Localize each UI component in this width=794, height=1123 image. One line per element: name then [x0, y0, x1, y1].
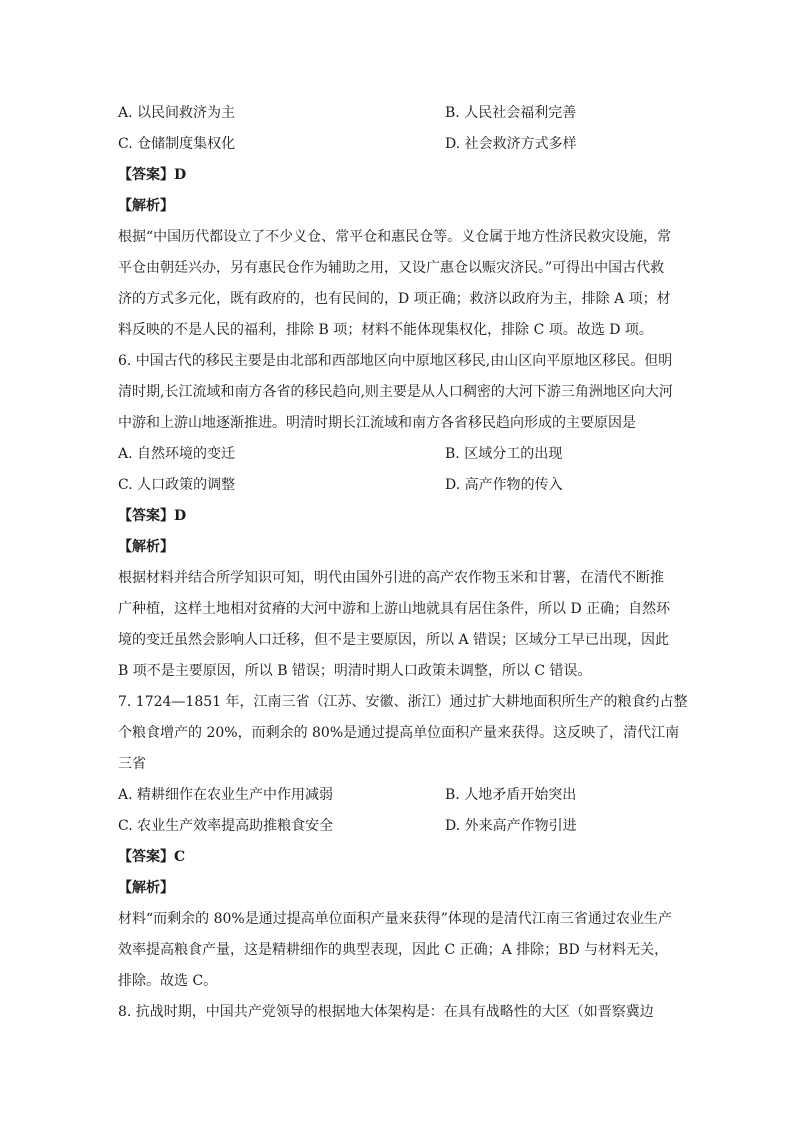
q5-option-c: C. 仓储制度集权化 — [118, 136, 236, 152]
q6-option-c: C. 人口政策的调整 — [118, 477, 236, 493]
q5-analysis — [118, 222, 672, 346]
q7-options-row-1 — [118, 780, 658, 811]
q6-options-row-2 — [118, 470, 658, 501]
q6-option-d: D. 高产作物的传入 — [445, 477, 563, 493]
q7-answer: 【答案】C — [118, 849, 186, 865]
q6-answer: 【答案】D — [118, 508, 187, 524]
q7-stem-line: 个粮食增产的 20%，而剩余的 80%是通过提高单位面积产量来获得。这反映了，清代江南 — [118, 725, 680, 741]
q7-stem-line: 7. 1724—1851 年，江南三省（江苏、安徽、浙江）通过扩大耕地面积所生产的粮食约占整 — [118, 694, 688, 710]
q6-analysis-line: B 项不是主要原因，所以 B 错误；明清时期人口政策未调整，所以 C 错误。 — [118, 663, 592, 679]
q5-option-d: D. 社会救济方式多样 — [445, 136, 577, 152]
q5-answer: 【答案】D — [118, 167, 187, 183]
q7-option-d: D. 外来高产作物引进 — [445, 818, 577, 834]
document-page — [118, 98, 688, 1028]
q7-analysis-line: 效率提高粮食产量，这是精耕细作的典型表现，因此 C 正确；A 排除；BD 与材料无关， — [118, 942, 669, 958]
q5-analysis-line: 料反映的不是人民的福利，排除 B 项；材料不能体现集权化，排除 C 项。故选 D 项。 — [118, 322, 653, 338]
q5-analysis-line: 平仓由朝廷兴办，另有惠民仓作为辅助之用，又设广惠仓以赈灾济民。”可得出中国古代救 — [118, 260, 665, 276]
q6-analysis-line: 广种植，这样土地相对贫瘠的大河中游和上游山地就具有居住条件，所以 D 正确；自然环 — [118, 601, 671, 617]
q7-analysis-line: 排除。故选 C。 — [118, 973, 218, 989]
q8-stem-line: 8. 抗战时期，中国共产党领导的根据地大体架构是：在具有战略性的大区（如晋察冀边 — [118, 1004, 654, 1020]
q8-stem — [118, 997, 658, 1028]
q6-stem-line: 中游和上游山地逐渐推进。明清时期长江流域和南方各省移民趋向形成的主要原因是 — [118, 415, 636, 431]
q7-analysis — [118, 904, 672, 997]
q5-analysis-line: 根据“中国历代都设立了不少义仓、常平仓和惠民仓等。义仓属于地方性济民救灾设施，常 — [118, 229, 672, 245]
q7-options-row-2 — [118, 811, 658, 842]
q7-analysis-line: 材料“而剩余的 80%是通过提高单位面积产量来获得”体现的是清代江南三省通过农业生产 — [118, 911, 672, 927]
q7-stem — [118, 687, 688, 780]
q6-analysis-label: 【解析】 — [118, 539, 174, 555]
q6-analysis-line: 境的变迁虽然会影响人口迁移，但不是主要原因，所以 A 错误；区域分工早已出现，因此 — [118, 632, 670, 648]
q7-stem-line: 三省 — [118, 756, 146, 772]
q7-option-b: B. 人地矛盾开始突出 — [445, 787, 577, 803]
q6-stem-line: 6. 中国古代的移民主要是由北部和西部地区向中原地区移民,由山区向平原地区移民。但明 — [118, 353, 673, 369]
q6-option-b: B. 区域分工的出现 — [445, 446, 563, 462]
q5-option-b: B. 人民社会福利完善 — [445, 105, 577, 121]
q7-option-c: C. 农业生产效率提高助推粮食安全 — [118, 818, 334, 834]
q6-stem — [118, 346, 673, 439]
q7-analysis-label: 【解析】 — [118, 880, 174, 896]
q5-option-a: A. 以民间救济为主 — [118, 105, 236, 121]
q5-analysis-label: 【解析】 — [118, 198, 174, 214]
q6-analysis-line: 根据材料并结合所学知识可知，明代由国外引进的高产农作物玉米和甘薯，在清代不断推 — [118, 570, 664, 586]
q6-option-a: A. 自然环境的变迁 — [118, 446, 236, 462]
q7-option-a: A. 精耕细作在农业生产中作用减弱 — [118, 787, 334, 803]
q6-stem-line: 清时期,长江流域和南方各省的移民趋向,则主要是从人口稠密的大河下游三角洲地区向大河 — [118, 384, 673, 400]
q6-options-row-1 — [118, 439, 658, 470]
q5-options-row-1 — [118, 98, 658, 129]
q5-options-row-2 — [118, 129, 658, 160]
q5-analysis-line: 济的方式多元化，既有政府的，也有民间的，D 项正确；救济以政府为主，排除 A 项；材 — [118, 291, 671, 307]
q6-analysis — [118, 563, 671, 687]
